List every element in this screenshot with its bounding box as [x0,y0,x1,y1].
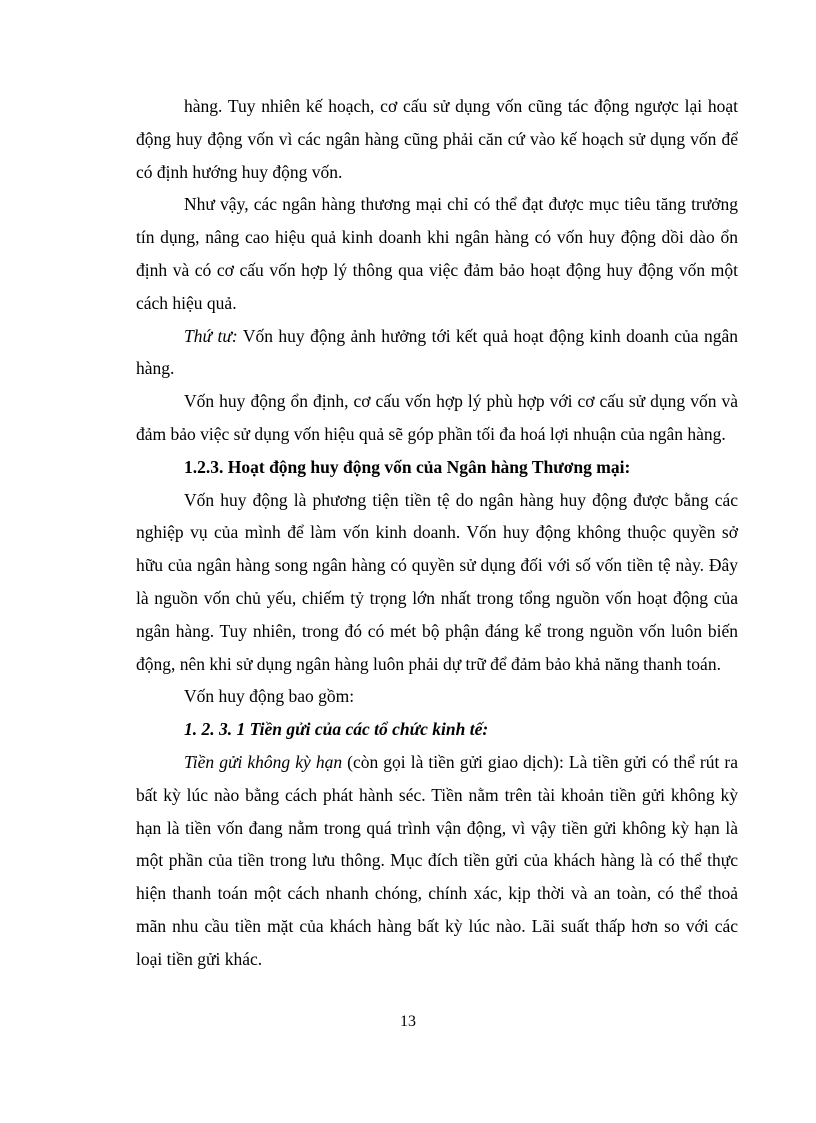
tien-gui-text: (còn gọi là tiền gửi giao dịch): Là tiền gửi có thể rút ra bất kỳ lúc nào bằng cách phát hành séc. Tiền nằm trên tài khoản tiền gửi không kỳ hạn là tiền vốn đang nằm trong quá trình vận động, vì vậy tiền gửi không kỳ hạn là một phần của tiền trong lưu thông. Mục đích tiền gửi của khách hàng là có thể thực hiện thanh toán một cách nhanh chóng, chính xác, kịp thời và an toàn, có thể thoả mãn nhu cầu tiền mặt của khách hàng bất kỳ lúc nào. Lãi suất thấp hơn so với các loại tiền gửi khác. [136,751,738,969]
tien-gui-label: Tiền gửi không kỳ hạn [184,751,343,772]
paragraph-continuation: hàng. Tuy nhiên kế hoạch, cơ cấu sử dụng vốn cũng tác động ngược lại hoạt động huy động vốn vì các ngân hàng cũng phải căn cứ vào kế hoạch sử dụng vốn để có định hướng huy động vốn. [136,96,738,182]
paragraph-thu-tu [136,320,738,386]
section-heading-1-2-3: 1.2.3. Hoạt động huy động vốn của Ngân hàng Thương mại: [184,456,631,477]
page-number: 13 [400,1013,416,1030]
thu-tu-label: Thứ tư: [184,325,238,346]
paragraph-tien-gui-khong-ky-han [136,746,738,976]
document-page [136,90,738,976]
section-heading-1-2-3-1: 1. 2. 3. 1 Tiền gửi của các tổ chức kinh tế: [184,719,489,740]
paragraph-nhu-vay: Như vậy, các ngân hàng thương mại chỉ có thể đạt được mục tiêu tăng trưởng tín dụng, nâng cao hiệu quả kinh doanh khi ngân hàng có vốn huy động dồi dào ổn định và có cơ cấu vốn hợp lý thông qua việc đảm bảo hoạt động huy động vốn một cách hiệu quả. [136,194,738,313]
thu-tu-text: Vốn huy động ảnh hưởng tới kết quả hoạt động kinh doanh của ngân hàng. [136,325,739,379]
paragraph-von-huy-dong: Vốn huy động là phương tiện tiền tệ do ngân hàng huy động được bằng các nghiệp vụ của mình để làm vốn kinh doanh. Vốn huy động không thuộc quyền sở hữu của ngân hàng song ngân hàng có quyền sử dụng đối với số vốn tiền tệ này. Đây là nguồn vốn chủ yếu, chiếm tỷ trọng lớn nhất trong tổng nguồn vốn hoạt động của ngân hàng. Tuy nhiên, trong đó có mét bộ phận đáng kể trong nguồn vốn luôn biến động, nên khi sử dụng ngân hàng luôn phải dự trữ để đảm bảo khả năng thanh toán. [136,489,738,674]
paragraph-von-on-dinh: Vốn huy động ổn định, cơ cấu vốn hợp lý phù hợp với cơ cấu sử dụng vốn và đảm bảo việc sử dụng vốn hiệu quả sẽ góp phần tối đa hoá lợi nhuận của ngân hàng. [136,391,738,444]
paragraph-bao-gom: Vốn huy động bao gồm: [184,686,355,707]
